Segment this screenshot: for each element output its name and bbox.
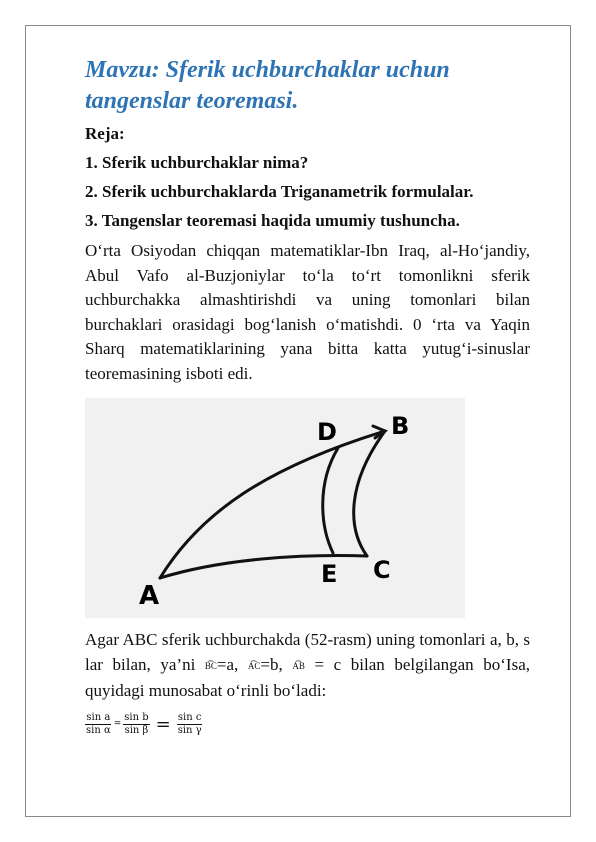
point-label-e: E xyxy=(321,560,338,588)
vertex-label-b: B xyxy=(391,412,410,440)
condition-paragraph xyxy=(85,628,530,704)
fraction-2 xyxy=(123,712,149,737)
vertex-label-a: A xyxy=(139,581,160,611)
arc-bc: B͡C xyxy=(204,660,217,671)
fraction-1-denominator: sin α xyxy=(86,724,111,736)
arc-ab: A͡B xyxy=(292,660,305,671)
spherical-triangle-figure xyxy=(85,398,465,618)
plan-item-3: 3. Tangenslar teoremasi haqida umumiy tushuncha. xyxy=(85,211,460,230)
fraction-2-numerator: sin b xyxy=(124,711,149,723)
fraction-3-denominator: sin γ xyxy=(177,724,202,736)
plan-item-2: 2. Sferik uchburchaklarda Triganametrik formulalar. xyxy=(85,182,474,201)
spherical-triangle-drawing xyxy=(85,398,465,618)
arc-ac: A͡C xyxy=(247,660,261,671)
plan-item-1: 1. Sferik uchburchaklar nima? xyxy=(85,153,309,172)
fraction-3-numerator: sin c xyxy=(177,711,202,723)
fraction-2-denominator: sin β xyxy=(124,724,149,736)
fraction-1 xyxy=(85,712,112,737)
equals-sign-large: = xyxy=(155,713,171,735)
condition-text-2: = c bilan belgilangan bo‘Isa, quyidagi munosabat o‘rinli bo‘ladi: xyxy=(85,654,530,700)
equals-sign-small: = xyxy=(113,719,122,729)
sine-theorem-formula xyxy=(85,712,530,737)
fraction-1-numerator: sin a xyxy=(86,711,111,723)
document-content xyxy=(85,55,530,737)
condition-text-1: Agar ABC sferik uchburchakda (52-rasm) uning tomonlari a, b, s lar bilan, ya’ni xyxy=(85,630,530,674)
point-label-d: D xyxy=(317,418,337,446)
vertex-label-c: C xyxy=(373,556,391,584)
condition-eq-2: =b, xyxy=(260,654,293,674)
condition-eq-1: =a, xyxy=(216,654,248,674)
intro-paragraph: O‘rta Osiyodan chiqqan matematiklar-Ibn Iraq, al-Ho‘jandiy, Abul Vafo al-Buzjoniylar to‘la to‘rt tomonlikni sferik uchburchakka almashtirishdi va uning tomonlari bilan burchaklari orasidagi bog‘lanish o‘matishdi. 0 ‘rta va Yaqin Sharq matematiklarining yana bitta katta yutug‘i-sinuslar teoremasining isboti edi. xyxy=(85,241,530,383)
fraction-3 xyxy=(177,712,203,737)
document-title: Mavzu: Sferik uchburchaklar uchun tangenslar teoremasi. xyxy=(85,57,450,114)
plan-heading: Reja: xyxy=(85,124,125,143)
